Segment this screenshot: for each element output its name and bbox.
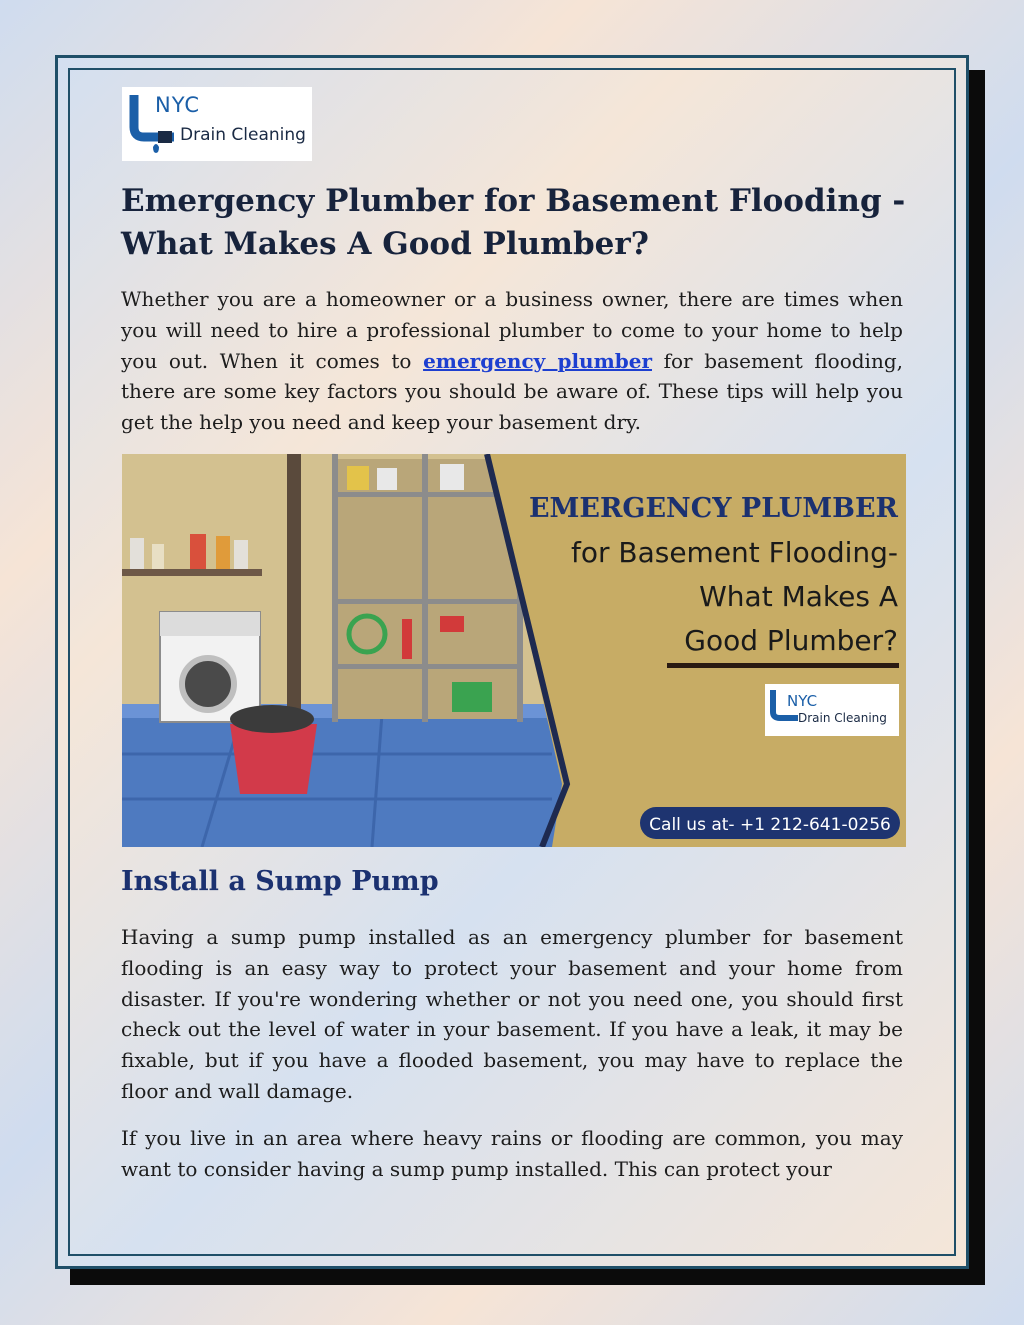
banner-line-1: for Basement Flooding- [570,536,898,569]
banner-logo-nyc: NYC [787,692,818,710]
logo-text-drain-cleaning: Drain Cleaning [180,125,306,145]
banner-logo-drain: Drain Cleaning [798,711,887,725]
banner-line-2: What Makes A [699,580,898,613]
banner-underline [667,663,899,668]
section-paragraph-1: Having a sump pump installed as an emergency plumber for basement flooding is an easy way to protect your basement and your home from disaster. If you're wondering whether or not you need one, you should first check out the level of water in your basement. If you have a leak, it may be fixable, but if you have a flooded basement, you may have to replace the floor and wall damage. [121,925,903,1103]
banner-headline: EMERGENCY PLUMBER [528,493,898,524]
intro-text-before: Whether you are a homeowner or a business owner, there are times when you will need to hire a professional plumber to come to your home to help you out. When it comes to [121,287,903,373]
logo-text-nyc: NYC [155,93,201,117]
call-text: Call us at- +1 212-641-0256 [649,815,891,835]
pipe-icon [122,87,312,161]
intro-paragraph [121,284,903,438]
brand-logo[interactable] [122,87,312,161]
section-heading: Install a Sump Pump [121,866,439,897]
section-paragraph-2: If you live in an area where heavy rains or flooding are common, you may want to consider having a sump pump installed. This can protect your [121,1126,903,1181]
emergency-plumber-link[interactable]: emergency plumber [423,348,652,373]
intro-text-after: for basement flooding, there are some key factors you should be aware of. These tips will help you get the help you need and keep your basement dry. [121,348,903,435]
banner-image [122,454,906,847]
banner-logo [765,684,899,736]
banner-line-3: Good Plumber? [684,624,898,657]
page-title: Emergency Plumber for Basement Flooding - What Makes A Good Plumber? [121,183,906,262]
